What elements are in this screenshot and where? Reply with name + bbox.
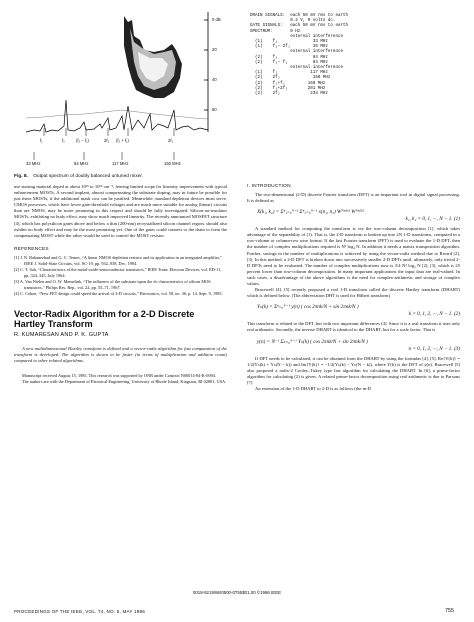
figure-number: Fig. 8. bbox=[14, 174, 28, 179]
body-paragraph: Bracewell [4], [5] recently proposed a real 1-D transform called the discrete Hartley transform (DHART) which is defined below. (The abbreviation DHT is used for Hilbert transform) bbox=[247, 287, 460, 299]
spectrum-line: (2) 2f₂ 150 MHz bbox=[250, 76, 331, 81]
journal-footer: PROCEEDINGS OF THE IEEE, VOL. 74, NO. 5, MAY 1986 bbox=[14, 609, 146, 614]
spectrum-legend bbox=[250, 14, 468, 97]
equation-condition: n = 0, 1, 2, ···, N − 1. (3) bbox=[408, 345, 460, 352]
spectrum-line: GATE SIGNALS: each 50 mV rms to earth bbox=[250, 24, 349, 29]
article-title-line: Vector-Radix Algorithm for a 2-D Discrete bbox=[14, 308, 195, 319]
article-authors: R. KUMARESAN AND P. K. GUPTA bbox=[14, 331, 109, 338]
spectrum-line: external interference bbox=[250, 66, 343, 71]
equation: Yₕ(k) = Σⁿ₌₀ᴺ⁻¹ y(n) ( cos 2πnk/N + sin 2πnk/N ) bbox=[257, 304, 359, 311]
spectrum-line: SPECTRUM: 0 Hz bbox=[250, 29, 301, 34]
figure bbox=[4, 6, 470, 172]
frequency-label: 150 MHz bbox=[164, 161, 181, 166]
spectrum-line: 0.4 V, 0 volts dc. bbox=[250, 19, 336, 24]
frequency-label: 84 MHz bbox=[74, 161, 89, 166]
reference-item: [4] C. Cohen, “New FET design could speed the arrival of 3-D circuits,” Electronics, vol. 58, no. 36, p. 14, Sept. 9, 1985. bbox=[14, 290, 223, 296]
axis-tick: 40 bbox=[212, 77, 217, 82]
reference-item: [3] A. Van Nielen and O. W. Memelink, “The influence of the substrate upon the dc characteristics of silicon MOS transistors,” Philips Res. Rep., vol. 22, pp. 55–71, 1967. bbox=[14, 278, 211, 290]
abstract: A new multidimensional Hartley transform is defined and a vector-radix algorithm for fast computation of the transform is developed. The algorithm is shown to be faster (in terms of multiplication and addition count) compared to other related algorithms. bbox=[14, 345, 227, 363]
spectrum-plot bbox=[4, 6, 244, 146]
article-title-line: Hartley Transform bbox=[14, 319, 93, 330]
article-title bbox=[14, 309, 227, 330]
harmonic-pointers bbox=[4, 126, 244, 162]
references-heading: REFERENCES bbox=[14, 246, 49, 252]
figure-caption-text: Output spectrum of doubly balanced untuned mixer. bbox=[33, 174, 144, 179]
section-heading: I. INTRODUCTION bbox=[247, 184, 291, 189]
spectrum-line: (1) f₁ 33 MHz bbox=[250, 40, 328, 45]
equation: X(k₁, k₂) = Σⁿ₁₌₀ᴺ⁻¹ Σⁿ₂₌₀ᴺ⁻¹ x(n₁, n₂) Wᴺⁿ¹ᵏ¹ Wᴺⁿ²ᵏ² bbox=[257, 209, 365, 216]
spectrum-line: (1) f₂ 117 MHz bbox=[250, 71, 328, 76]
figure-caption bbox=[14, 174, 143, 179]
body-paragraph: The two-dimensional (2-D) discrete Fourier transform (DFT) is an important tool in digital signal processing. It is defined as bbox=[247, 192, 460, 204]
spectrum-line: external interference bbox=[250, 34, 343, 39]
left-column bbox=[14, 184, 227, 384]
spectrum-line: (2) f₂+f₁ 168 MHz bbox=[250, 81, 326, 86]
harmonic-label: 2f₁ bbox=[168, 138, 173, 143]
footnote: Manuscript received August 15, 1985. This research was supported by ONR under Contract N00014-84-K-0094. bbox=[22, 373, 216, 379]
spectrum-line: (1) f₂− 2f₁ 35 MHz bbox=[250, 45, 328, 50]
harmonic-label: f₁ bbox=[40, 138, 43, 143]
spectrum-line: external interference bbox=[250, 50, 343, 55]
frequency-label: 117 MHz bbox=[112, 161, 129, 166]
spectrum-line: (2) f₂ 84 MHz bbox=[250, 55, 328, 60]
body-paragraph: use starting material doped at about 10¹⁵ to 10¹⁶ cm⁻³, leaving limited scope for linearity improvement with typical enhancement MOSTs. A second implant, almost compensating the substrate doping, may in future be possible for just these MOSTs, if the additional mask cost can be justified. Meanwhile, standard depletion devices must serve. CMOS processes, which have lower gate-threshold voltages and are much more suitable for analog (linear) circuits than are NMOS, may be more promising in this respect and should be fully investigated. Silicon-on-insulator MOSTs, exhibiting no body effect, may show much improved linearity. The recently announced MOSFET structure [4], which has polysilicon gates above and below a thin (200-nm) recrystallized silicon channel region, should also exhibit no body effect and may be the most promising yet. One of the gates could connect to the drain to form the compensating MOST while the other would be used to control the MOST resistor. bbox=[14, 184, 227, 238]
spectrum-line: DRAIN SIGNALS: each 50 mV rms to earth bbox=[250, 14, 349, 18]
axis-tick: 0 dB bbox=[212, 17, 221, 22]
spectrum-line: (2) 2f₂ 234 MHz bbox=[250, 92, 328, 97]
body-paragraph: An extension of the 1-D DHART to 2-D is as follows (the m-D bbox=[255, 385, 371, 391]
spectrum-line: (2) f₁+2f₂ 201 MHz bbox=[250, 86, 326, 91]
reference-item: [2] C. T. Sah, “Characteristics of the metal-oxide-semiconductor transistors,” IEEE Trans. Electron Devices, vol. ED-11, pp. 324–345, July 1964. bbox=[14, 266, 222, 278]
body-paragraph: A standard method for computing the transform is via the row-column decomposition [1], which takes advantage of the separability of (1). That is, the 2-D transform is broken up into 2N 1-D transforms, computed in a row-column or column-row wise format. If the fast Fourier transform (FFT) is used to evaluate the 1-D DFT, then the number of complex multiplications required is N² log₂ N. In addition it needs a matrix transposition algorithm. Further, savings in the number of multiplications is achieved by using the vector-radix method due to Rivard [2], [3]. In this method, a 2-D DFT is broken down into successively smaller 2-D DFTs until, ultimately, only trivial 2-D DFTs need to be evaluated. The number of complex multiplications now is 3/4 N² log₂ N [2], [3], which is 25 percent lower than row-column decomposition. In many important applications the input data are real-valued. In such cases, a disadvantage of the above algorithms is the need for complex-arithmetic and storage of complex values. bbox=[247, 226, 460, 287]
harmonic-label: f₂ bbox=[62, 138, 65, 143]
spectrum-line: (2) f₂− f₁ 84 MHz bbox=[250, 60, 328, 65]
copyright-line: 0018-9219/86/0500-0755$01.00 ©1986 IEEE bbox=[192, 590, 282, 595]
reference-item: [1] J. N. Babanezhad and G. C. Temes, “A linear NMOS depletion resistor and its application in an integrated amplifier,” IEEE J. Solid-State Circuits, vol. SC-19, pp. 932–938, Dec. 1984. bbox=[14, 254, 222, 266]
harmonic-label: (f₂ − f₁) bbox=[76, 138, 89, 143]
harmonic-label: (f₂ + f₁) bbox=[116, 138, 129, 143]
body-paragraph: If DFT needs to be calculated, it can be obtained from the DHART by using the formulas [4], [5], Re{Y(k)} = 1/2(Yₕ(k) + Yₕ(N − k)) and Im{Y(k)} = −1/2(Yₕ(k) − Yₕ(N − k)), where Y(k) is the DFT of y(n). Bracewell [5] also proposed a radix-2 Cooley–Tukey type fast algorithm for calculating the DHART. In [6], a prime-factor algorithm for calculating (2) is given. A related prime-factor decomposition using real arithmetic is due to Parsons [7]. bbox=[247, 355, 460, 385]
body-paragraph: This transform is related to the DFT, but with two important differences [4]. Since it is a real transform it uses only real arithmetic. Secondly, the inverse DHART is identical to the DHART, but for a scale factor. That is bbox=[247, 321, 460, 333]
frequency-label: 33 MHz bbox=[26, 161, 41, 166]
equation-condition: k₁, k₂ = 0, 1, ···, N − 1. (1) bbox=[405, 216, 460, 223]
footnote: The authors are with the Department of Electrical Engineering, University of Rhode Island, Kingston, RI 02881, USA. bbox=[22, 378, 227, 384]
page-number: 755 bbox=[445, 608, 454, 614]
axis-tick: 60 bbox=[212, 107, 217, 112]
right-column bbox=[247, 184, 460, 392]
equation: y(n) = N⁻¹ Σₖ₌₀ᴺ⁻¹ Yₕ(k) ( cos 2πnk/N + sin 2πnk/N ) bbox=[257, 338, 368, 345]
harmonic-label: 2f₂ bbox=[104, 138, 110, 143]
equation-condition: k = 0, 1, 2, ···, N − 1. (2) bbox=[408, 311, 460, 318]
axis-tick: 20 bbox=[212, 47, 217, 52]
